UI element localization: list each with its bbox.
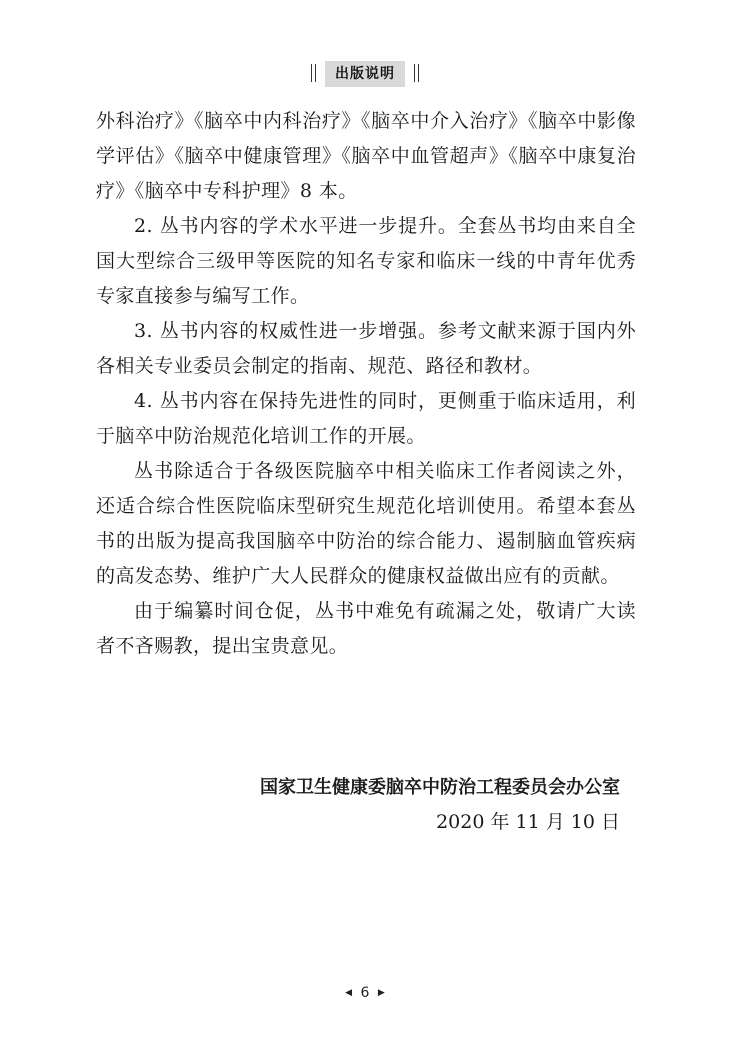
body-text [96, 104, 636, 664]
header-frame [311, 60, 419, 86]
paragraph-point-3: 3. 丛书内容的权威性进一步增强。参考文献来源于国内外各相关专业委员会制定的指南、规范、路径和教材。 [96, 320, 636, 377]
triangle-right-icon: ▶ [377, 988, 385, 998]
signature-date: 2020 年 11 月 10 日 [436, 811, 620, 833]
page-footer [0, 985, 730, 1001]
paragraph-point-4: 4. 丛书内容在保持先进性的同时，更侧重于临床适用，利于脑卒中防治规范化培训工作的开展。 [96, 390, 636, 447]
header-bar-right [414, 64, 415, 82]
header-bar-left [315, 64, 316, 82]
paragraph-audience: 丛书除适合于各级医院脑卒中相关临床工作者阅读之外，还适合综合性医院临床型研究生规范化培训使用。希望本套丛书的出版为提高我国脑卒中防治的综合能力、遏制脑血管疾病的高发态势、维护广大人民群众的健康权益做出应有的贡献。 [96, 460, 636, 587]
paragraph-closing: 由于编纂时间仓促，丛书中难免有疏漏之处，敬请广大读者不吝赐教，提出宝贵意见。 [96, 600, 636, 657]
triangle-left-icon: ◀ [345, 988, 353, 998]
section-title: 出版说明 [325, 61, 405, 87]
paragraph-book-list: 外科治疗》《脑卒中内科治疗》《脑卒中介入治疗》《脑卒中影像学评估》《脑卒中健康管理》《脑卒中血管超声》《脑卒中康复治疗》《脑卒中专科护理》8 本。 [96, 110, 636, 202]
paragraph-point-2: 2. 丛书内容的学术水平进一步提升。全套丛书均由来自全国大型综合三级甲等医院的知名专家和临床一线的中青年优秀专家直接参与编写工作。 [96, 215, 636, 307]
running-header [0, 60, 730, 86]
page-number: 6 [360, 985, 370, 1001]
signature-organization: 国家卫生健康委脑卒中防治工程委员会办公室 [260, 777, 620, 798]
